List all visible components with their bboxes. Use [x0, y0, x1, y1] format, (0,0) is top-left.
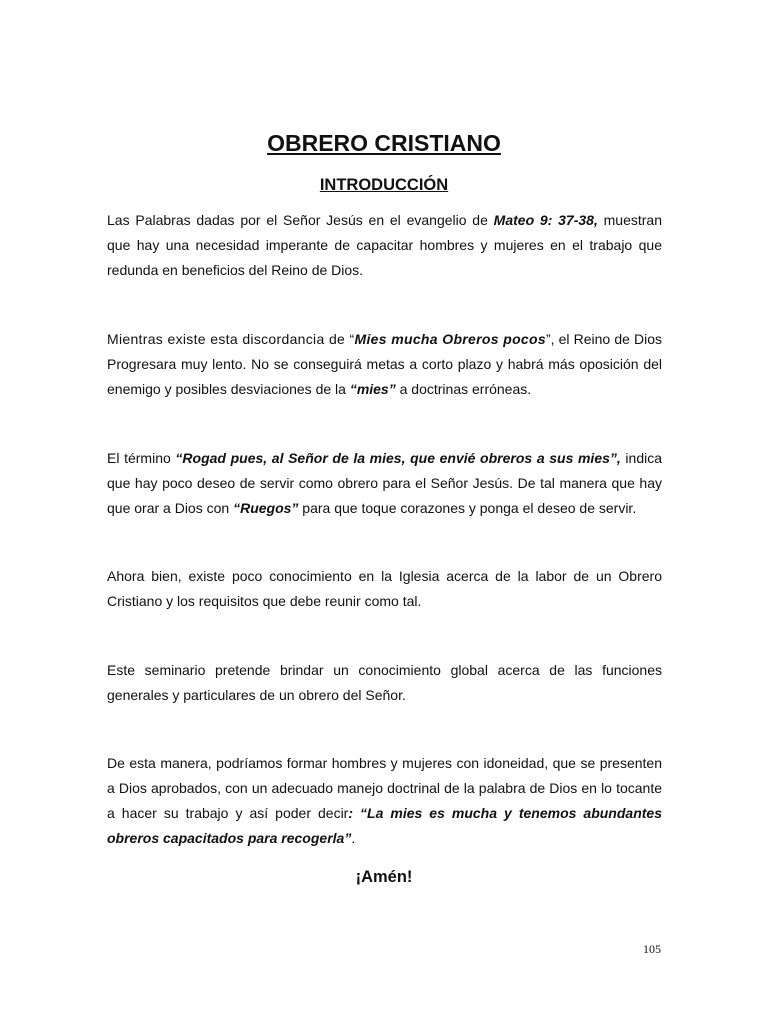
bible-reference: Mateo 9: 37-38,	[493, 212, 598, 228]
paragraph-2-text-c: a doctrinas erróneas.	[395, 381, 532, 397]
page-number: 105	[643, 942, 661, 956]
paragraph-4: Ahora bien, existe poco conocimiento en la Iglesia acerca de la labor de un Obrero Cristiano y los requisitos que debe reunir como tal.	[107, 568, 662, 609]
paragraph-1-text-a: Las Palabras dadas por el Señor Jesús en el evangelio de	[107, 212, 494, 228]
quote-mies-mucha: Mies mucha Obreros pocos	[354, 331, 546, 347]
paragraph-6-text-b: .	[351, 830, 356, 846]
paragraph-6-text-a: De esta manera, podríamos formar hombres y mujeres con idoneidad, que se presenten a Dios aprobados, con un adecuado manejo doctrinal de la palabra de Dios en lo tocante a hacer su trabajo y así poder decir	[107, 755, 662, 821]
paragraph-2	[107, 327, 662, 402]
paragraph-2-text-b: ”, el Reino de Dios Progresara muy lento. No se conseguirá metas a corto plazo y habrá más oposición del enemigo y posibles desviaciones de la	[107, 331, 663, 397]
paragraph-3	[107, 446, 662, 521]
closing-amen: ¡Amén!	[355, 868, 413, 886]
paragraph-3-text-c: para que toque corazones y ponga el deseo de servir.	[298, 500, 637, 516]
paragraph-6	[107, 751, 662, 851]
paragraph-3-text-a: El término	[107, 450, 176, 466]
quote-la-mies-es-mucha: : “La mies es mucha y tenemos abundantes obreros capacitados para recogerla”	[107, 805, 662, 846]
section-heading: INTRODUCCIÓN	[319, 176, 449, 194]
paragraph-1-text-b: muestran que hay una necesidad imperante de capacitar hombres y mujeres en el trabajo que redunda en beneficios del Reino de Dios.	[107, 212, 662, 278]
quote-mies: “mies”	[349, 381, 396, 397]
page-title: OBRERO CRISTIANO	[267, 130, 501, 156]
quote-rogad-pues: “Rogad pues, al Señor de la mies, que envié obreros a sus mies”,	[175, 450, 621, 466]
paragraph-1	[107, 208, 662, 283]
paragraph-2-text-a: Mientras existe esta discordancia de “	[107, 331, 355, 347]
paragraph-3-text-b: indica que hay poco deseo de servir como obrero para el Señor Jesús. De tal manera que hay que orar a Dios con	[107, 450, 663, 516]
quote-ruegos: “Ruegos”	[233, 500, 299, 516]
paragraph-5: Este seminario pretende brindar un conocimiento global acerca de las funciones generales y particulares de un obrero del Señor.	[107, 662, 662, 703]
